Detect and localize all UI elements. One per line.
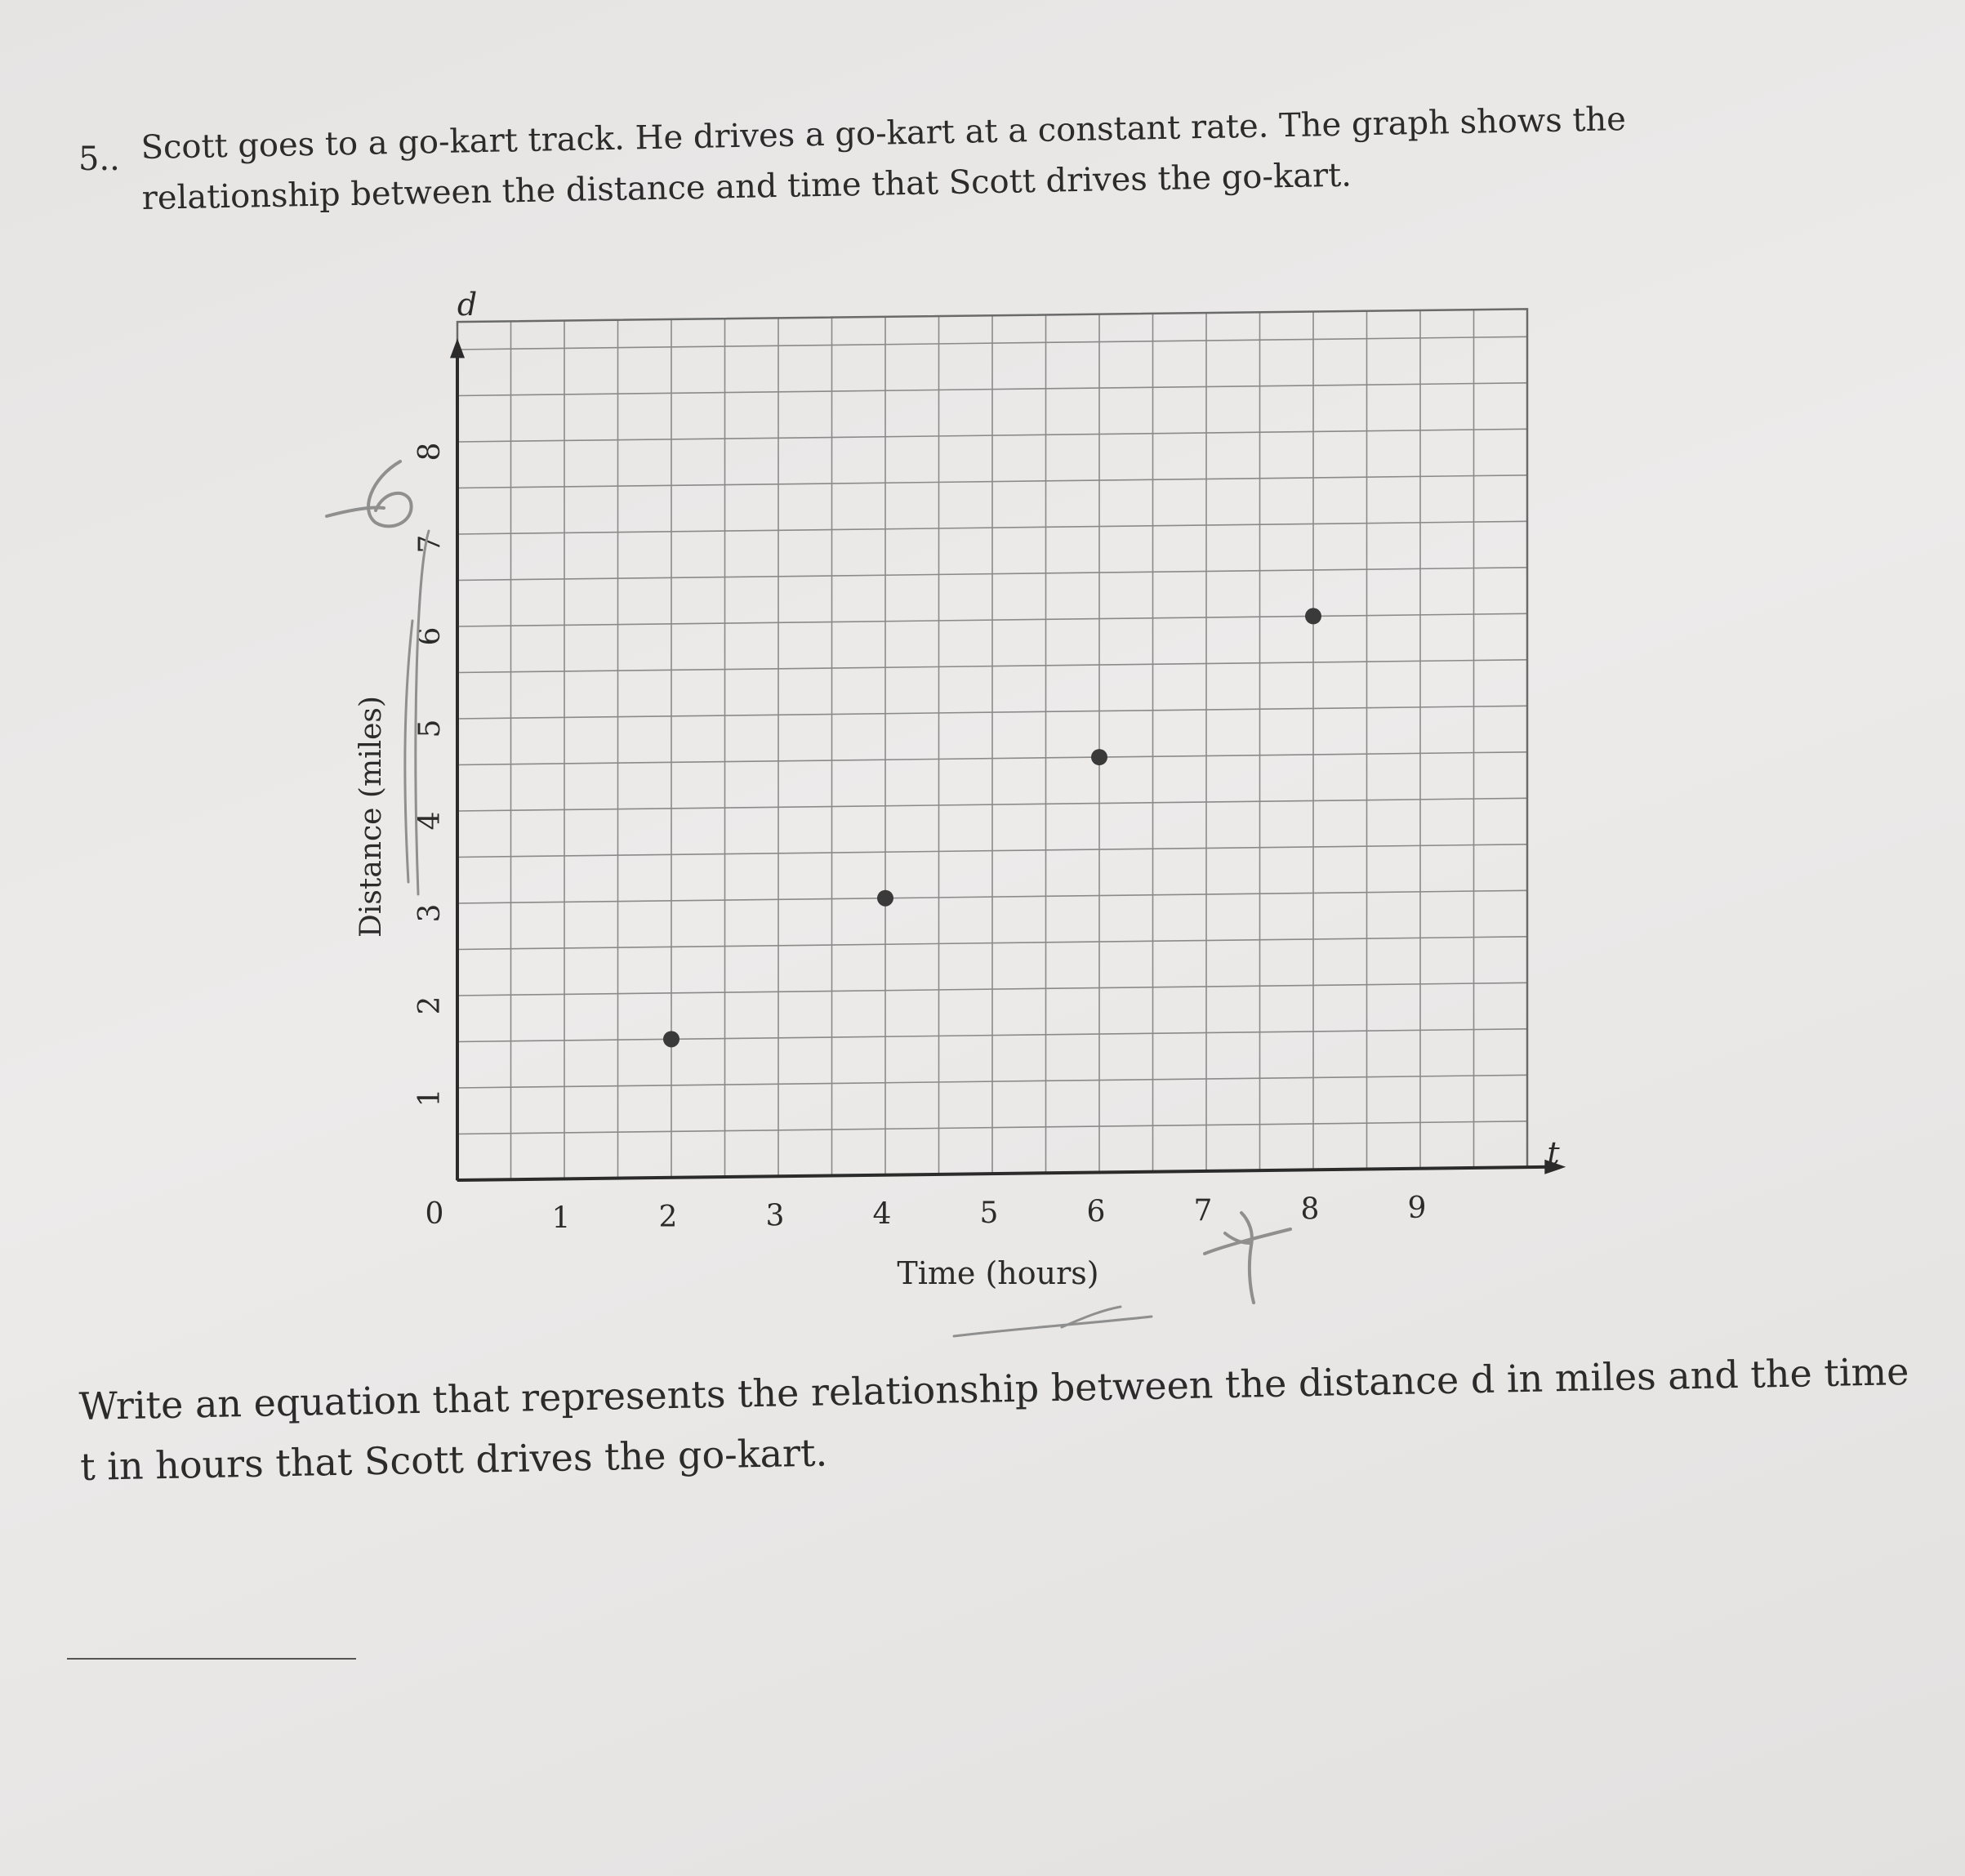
y-axis-title: Distance (miles) xyxy=(354,696,388,938)
y-tick-label: 4 xyxy=(413,811,447,831)
x-tick-label: 5 xyxy=(979,1196,999,1231)
data-point xyxy=(877,890,893,907)
x-tick-label: 8 xyxy=(1300,1192,1320,1227)
x-axis-variable: t xyxy=(1547,1135,1560,1171)
x-tick-label: 7 xyxy=(1193,1193,1213,1228)
problem-number: 5.. xyxy=(78,140,120,178)
grid-lines xyxy=(457,309,1527,1180)
question-prompt: Write an equation that represents the relationship between the distance d in miles and the time t in hours that Scott drives the go-kart. xyxy=(78,1348,1909,1489)
tick-labels xyxy=(413,443,1426,1236)
data-point xyxy=(1305,608,1321,624)
y-tick-label: 7 xyxy=(413,534,447,554)
y-tick-label: 8 xyxy=(413,442,447,461)
y-tick-label: 3 xyxy=(413,903,447,923)
origin-label: 0 xyxy=(425,1197,444,1231)
x-tick-label: 9 xyxy=(1407,1191,1427,1225)
x-tick-label: 1 xyxy=(551,1201,571,1236)
x-axis-line xyxy=(457,1167,1551,1180)
x-tick-label: 2 xyxy=(658,1200,678,1234)
y-axis-variable: d xyxy=(457,287,478,323)
x-tick-label: 4 xyxy=(872,1197,892,1232)
y-tick-label: 6 xyxy=(413,626,447,646)
y-tick-label: 2 xyxy=(413,996,447,1015)
answer-blank[interactable] xyxy=(67,1658,356,1660)
data-point xyxy=(1091,749,1107,765)
x-tick-label: 6 xyxy=(1086,1195,1106,1229)
y-tick-label: 5 xyxy=(413,719,447,738)
y-axis-arrow xyxy=(450,338,465,358)
data-point xyxy=(663,1031,680,1047)
problem-statement: Scott goes to a go-kart track. He drives a go-kart at a constant rate. The graph shows the relationship between the distance and time that Scott drives the go-kart. xyxy=(140,100,1627,217)
y-tick-label: 1 xyxy=(413,1088,447,1107)
x-tick-label: 3 xyxy=(765,1199,785,1233)
x-axis-title: Time (hours) xyxy=(897,1255,1099,1291)
